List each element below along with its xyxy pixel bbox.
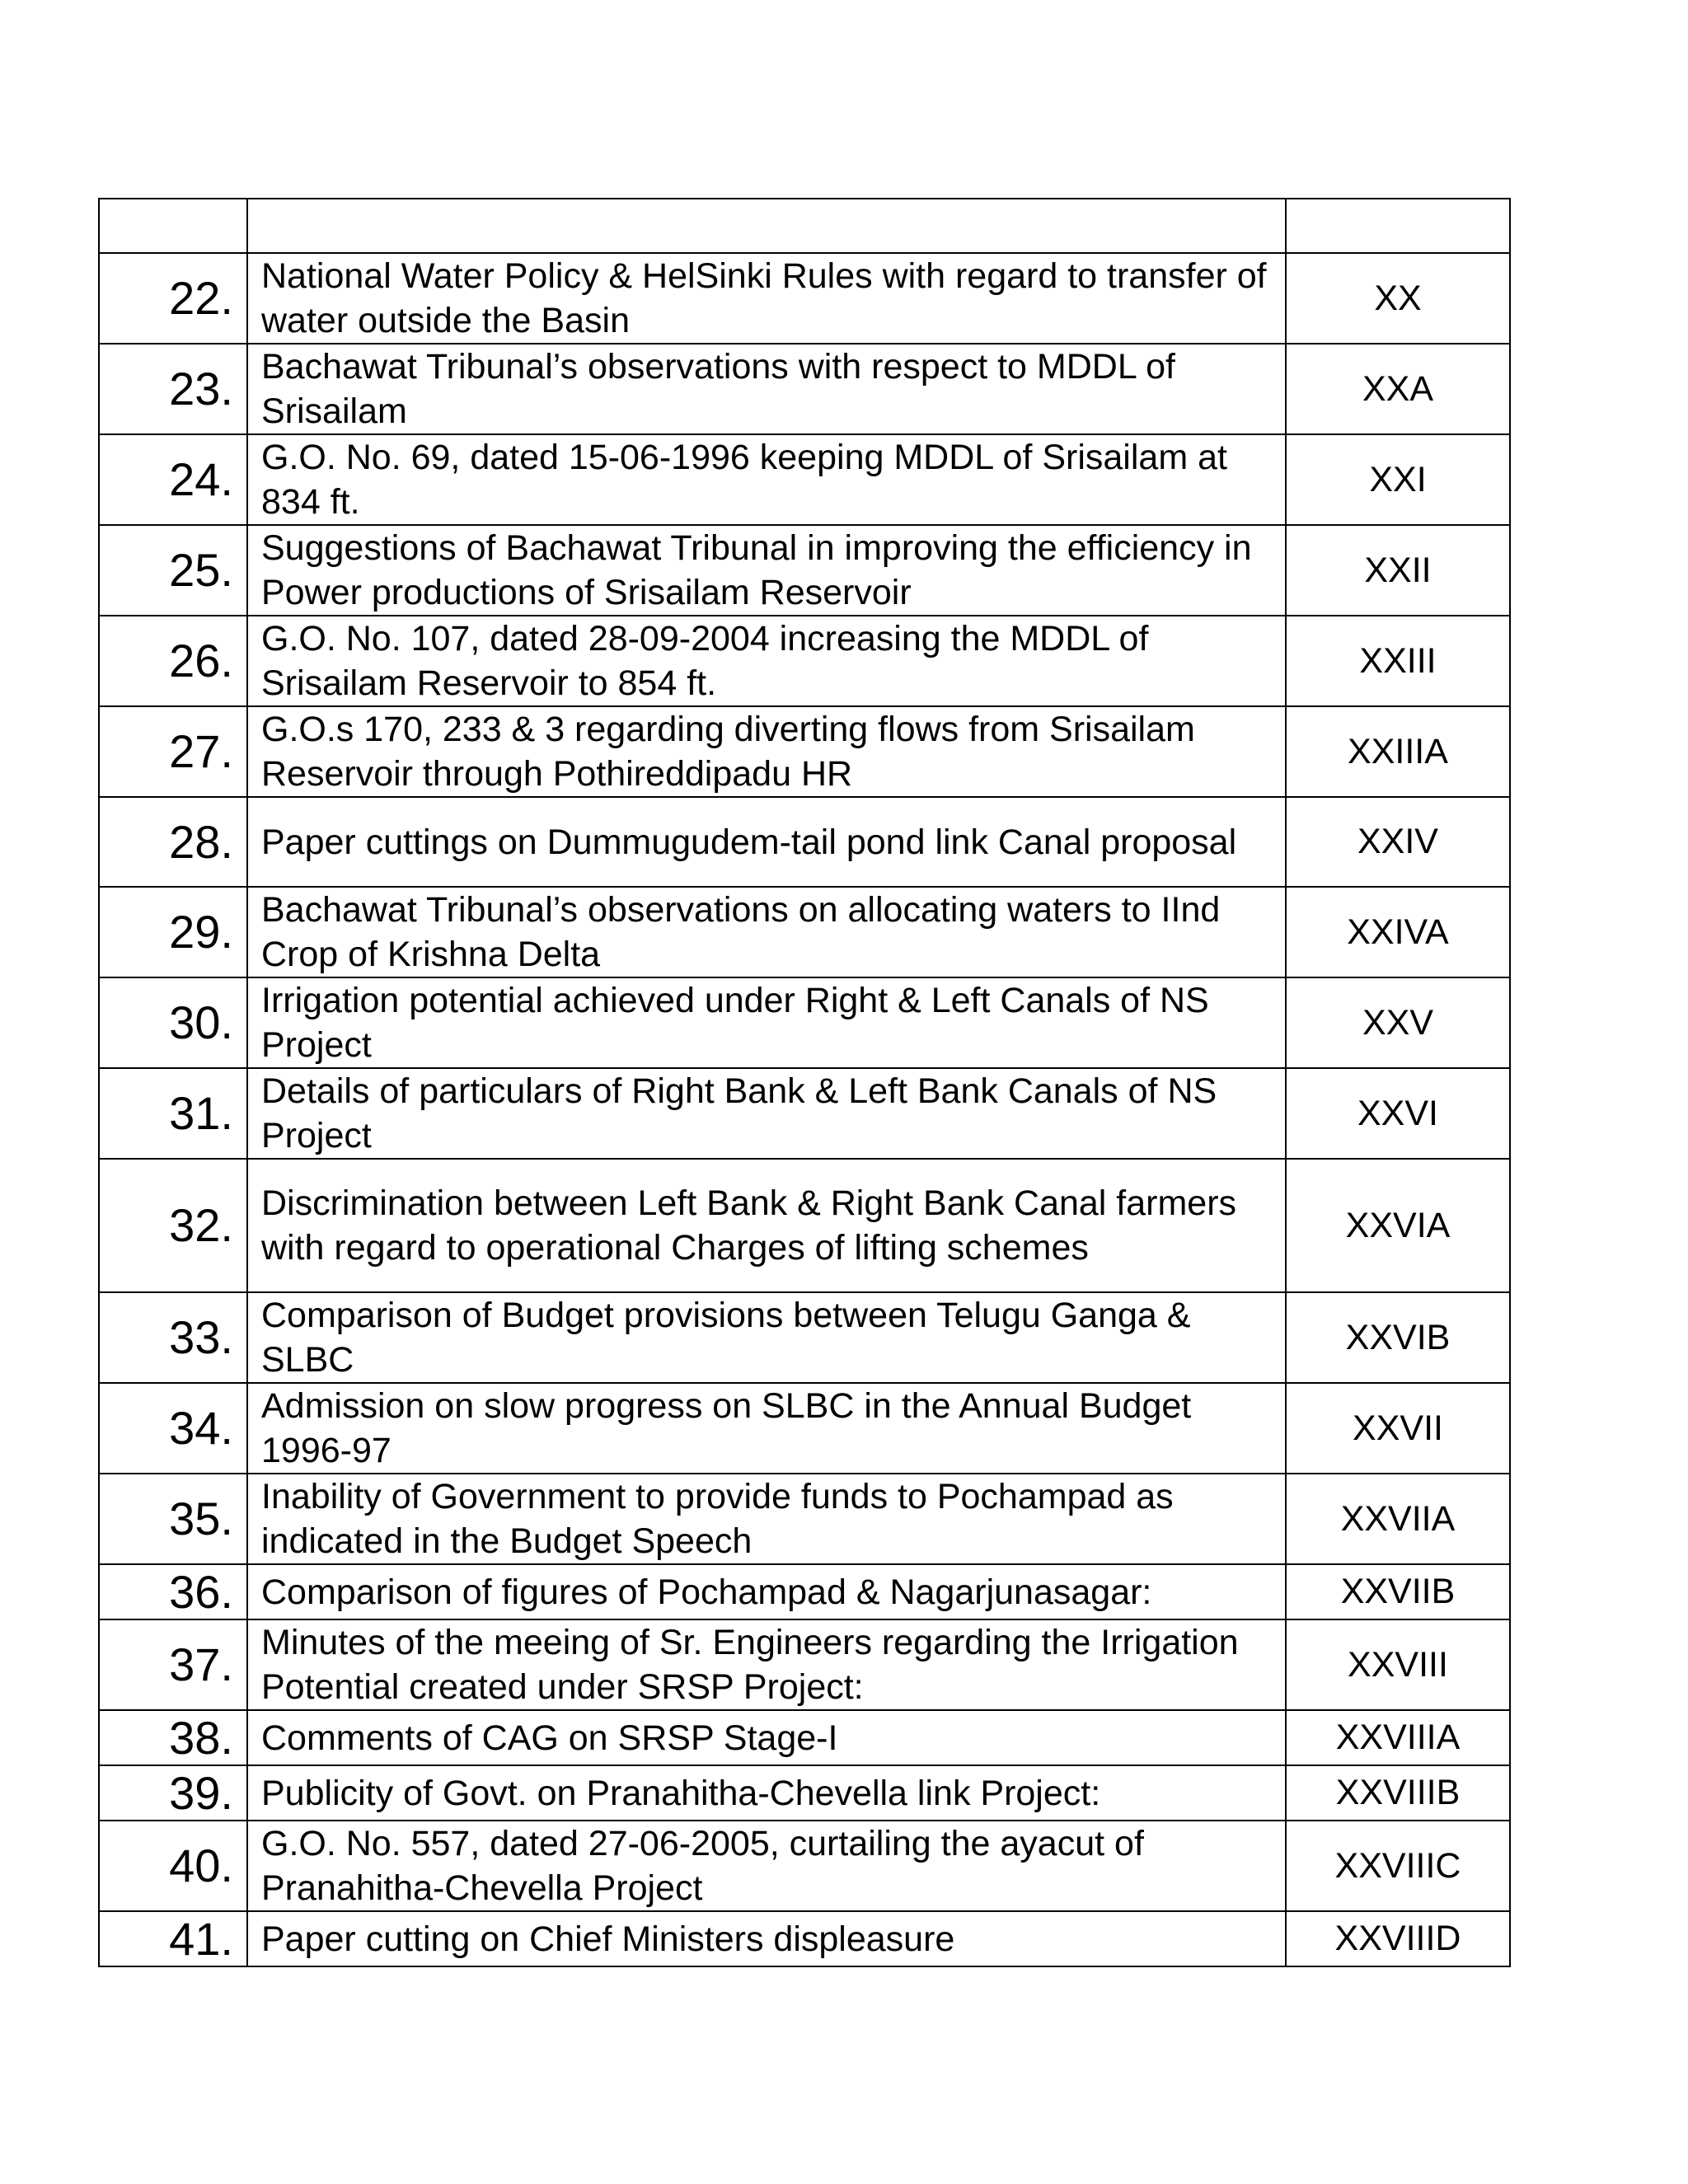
row-annexure: XXIV — [1286, 797, 1510, 887]
row-description: Discrimination between Left Bank & Right Bank Canal farmers with regard to operational Charges of lifting schemes — [247, 1159, 1286, 1292]
row-number: 29. — [99, 887, 247, 977]
table-row — [99, 1383, 1510, 1474]
row-annexure: XXV — [1286, 977, 1510, 1068]
row-annexure: XXIVA — [1286, 887, 1510, 977]
row-annexure: XXVIIIB — [1286, 1765, 1510, 1821]
row-annexure: XX — [1286, 253, 1510, 344]
row-description: Comments of CAG on SRSP Stage-I — [247, 1710, 1286, 1765]
table-header-row — [99, 199, 1510, 253]
table-row — [99, 344, 1510, 434]
row-number: 38. — [99, 1710, 247, 1765]
row-description: National Water Policy & HelSinki Rules with regard to transfer of water outside the Basin — [247, 253, 1286, 344]
table-row — [99, 1159, 1510, 1292]
row-description: Comparison of figures of Pochampad & Nagarjunasagar: — [247, 1564, 1286, 1619]
row-description: G.O. No. 557, dated 27-06-2005, curtailing the ayacut of Pranahitha-Chevella Project — [247, 1821, 1286, 1911]
row-description: Publicity of Govt. on Pranahitha-Chevella link Project: — [247, 1765, 1286, 1821]
row-number: 36. — [99, 1564, 247, 1619]
row-description: Bachawat Tribunal’s observations with respect to MDDL of Srisailam — [247, 344, 1286, 434]
row-annexure: XXVIII — [1286, 1619, 1510, 1710]
table-row — [99, 977, 1510, 1068]
row-description: Comparison of Budget provisions between Telugu Ganga & SLBC — [247, 1292, 1286, 1383]
row-number: 28. — [99, 797, 247, 887]
row-number: 34. — [99, 1383, 247, 1474]
header-cell-description — [247, 199, 1286, 253]
row-number: 35. — [99, 1474, 247, 1564]
table-row — [99, 253, 1510, 344]
row-annexure: XXIII — [1286, 616, 1510, 706]
table-row — [99, 706, 1510, 797]
header-cell-number — [99, 199, 247, 253]
row-annexure: XXVIIIC — [1286, 1821, 1510, 1911]
row-description: Paper cuttings on Dummugudem-tail pond link Canal proposal — [247, 797, 1286, 887]
row-annexure: XXVIIB — [1286, 1564, 1510, 1619]
table-row — [99, 1068, 1510, 1159]
row-annexure: XXII — [1286, 525, 1510, 616]
row-annexure: XXVIIIA — [1286, 1710, 1510, 1765]
row-number: 40. — [99, 1821, 247, 1911]
row-number: 31. — [99, 1068, 247, 1159]
row-annexure: XXVIB — [1286, 1292, 1510, 1383]
table-row — [99, 1474, 1510, 1564]
table-row — [99, 616, 1510, 706]
table-row — [99, 1292, 1510, 1383]
row-number: 26. — [99, 616, 247, 706]
row-annexure: XXA — [1286, 344, 1510, 434]
row-description: G.O. No. 107, dated 28-09-2004 increasing the MDDL of Srisailam Reservoir to 854 ft. — [247, 616, 1286, 706]
row-number: 39. — [99, 1765, 247, 1821]
row-description: Paper cutting on Chief Ministers displeasure — [247, 1911, 1286, 1966]
row-annexure: XXVI — [1286, 1068, 1510, 1159]
table-row — [99, 887, 1510, 977]
row-description: G.O. No. 69, dated 15-06-1996 keeping MDDL of Srisailam at 834 ft. — [247, 434, 1286, 525]
row-number: 30. — [99, 977, 247, 1068]
table-row — [99, 1619, 1510, 1710]
header-cell-annexure — [1286, 199, 1510, 253]
table-row — [99, 1564, 1510, 1619]
table-row — [99, 1911, 1510, 1966]
row-number: 27. — [99, 706, 247, 797]
table-row — [99, 797, 1510, 887]
row-number: 24. — [99, 434, 247, 525]
row-annexure: XXVIIA — [1286, 1474, 1510, 1564]
table-row — [99, 1710, 1510, 1765]
table-body — [99, 199, 1510, 1966]
row-number: 32. — [99, 1159, 247, 1292]
row-description: Irrigation potential achieved under Right & Left Canals of NS Project — [247, 977, 1286, 1068]
row-annexure: XXVII — [1286, 1383, 1510, 1474]
row-number: 41. — [99, 1911, 247, 1966]
row-number: 25. — [99, 525, 247, 616]
table-row — [99, 434, 1510, 525]
row-description: Minutes of the meeing of Sr. Engineers regarding the Irrigation Potential created under SRSP Project: — [247, 1619, 1286, 1710]
row-number: 33. — [99, 1292, 247, 1383]
row-number: 22. — [99, 253, 247, 344]
row-description: Bachawat Tribunal’s observations on allocating waters to IInd Crop of Krishna Delta — [247, 887, 1286, 977]
row-description: G.O.s 170, 233 & 3 regarding diverting flows from Srisailam Reservoir through Pothireddipadu HR — [247, 706, 1286, 797]
row-description: Suggestions of Bachawat Tribunal in improving the efficiency in Power productions of Srisailam Reservoir — [247, 525, 1286, 616]
table-row — [99, 525, 1510, 616]
table-row — [99, 1821, 1510, 1911]
row-description: Inability of Government to provide funds to Pochampad as indicated in the Budget Speech — [247, 1474, 1286, 1564]
row-description: Admission on slow progress on SLBC in the Annual Budget 1996-97 — [247, 1383, 1286, 1474]
row-description: Details of particulars of Right Bank & Left Bank Canals of NS Project — [247, 1068, 1286, 1159]
row-annexure: XXI — [1286, 434, 1510, 525]
row-annexure: XXIIIA — [1286, 706, 1510, 797]
row-number: 23. — [99, 344, 247, 434]
row-number: 37. — [99, 1619, 247, 1710]
annexure-index-table — [98, 198, 1511, 1967]
table-row — [99, 1765, 1510, 1821]
row-annexure: XXVIA — [1286, 1159, 1510, 1292]
row-annexure: XXVIIID — [1286, 1911, 1510, 1966]
